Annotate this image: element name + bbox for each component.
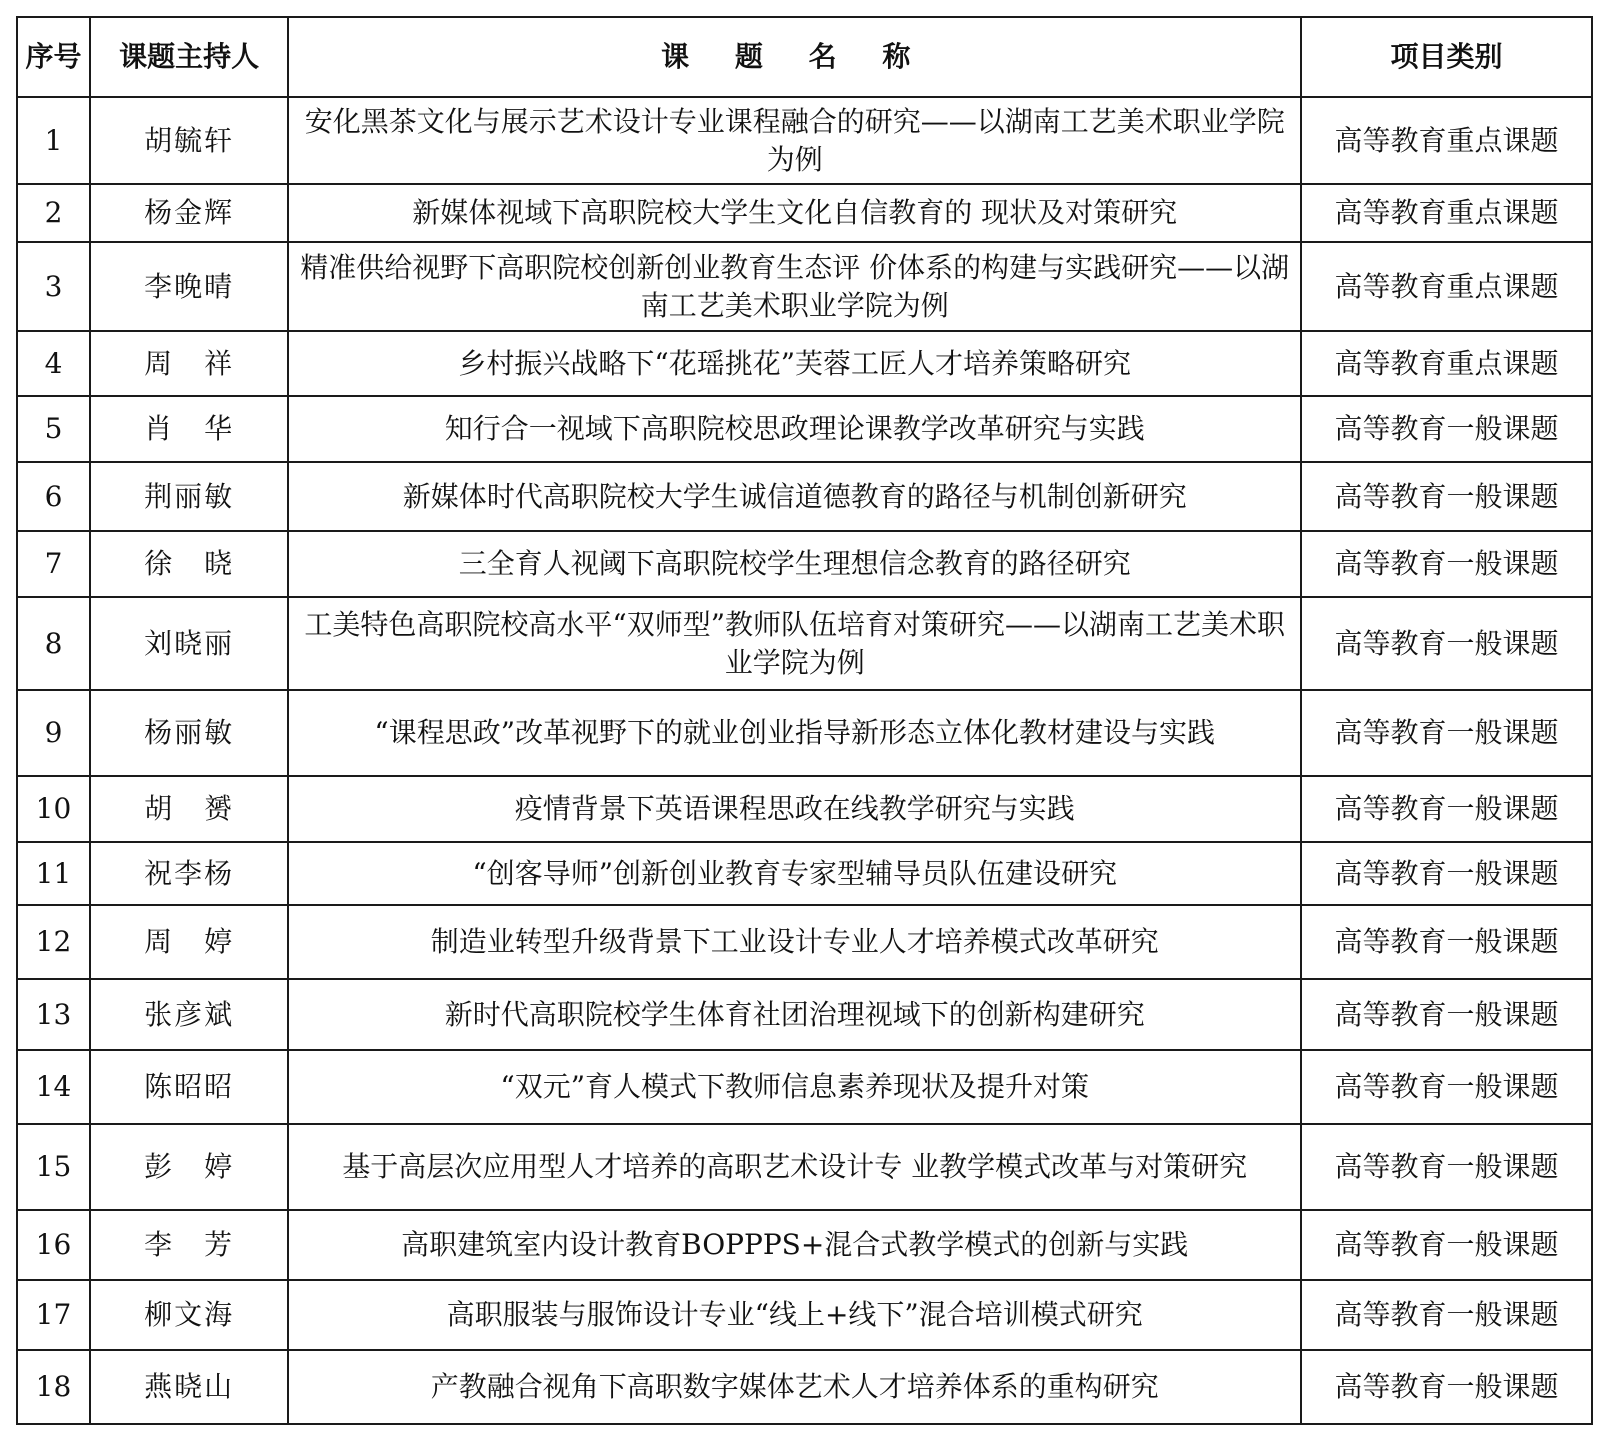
row-category: 高等教育一般课题: [1301, 1350, 1592, 1424]
table-header-row: [17, 17, 1592, 97]
row-title: 新媒体时代高职院校大学生诚信道德教育的路径与机制创新研究: [288, 462, 1301, 531]
row-host: 陈昭昭: [90, 1050, 288, 1124]
table-row: [17, 1350, 1592, 1424]
row-no: 8: [17, 597, 90, 690]
row-no: 12: [17, 905, 90, 979]
table-row: [17, 776, 1592, 842]
row-host: 荆丽敏: [90, 462, 288, 531]
row-host: 彭 婷: [90, 1124, 288, 1210]
row-category: 高等教育一般课题: [1301, 979, 1592, 1050]
table-row: [17, 396, 1592, 462]
table-row: [17, 690, 1592, 776]
table-row: [17, 1050, 1592, 1124]
row-category: 高等教育一般课题: [1301, 1210, 1592, 1280]
row-no: 9: [17, 690, 90, 776]
table-row: [17, 184, 1592, 242]
row-title: 安化黑茶文化与展示艺术设计专业课程融合的研究——以湖南工艺美术职业学院为例: [288, 97, 1301, 184]
row-no: 17: [17, 1280, 90, 1350]
row-title: 产教融合视角下高职数字媒体艺术人才培养体系的重构研究: [288, 1350, 1301, 1424]
row-category: 高等教育一般课题: [1301, 690, 1592, 776]
row-host: 杨丽敏: [90, 690, 288, 776]
row-title: 制造业转型升级背景下工业设计专业人才培养模式改革研究: [288, 905, 1301, 979]
table-row: [17, 531, 1592, 597]
row-no: 16: [17, 1210, 90, 1280]
row-category: 高等教育一般课题: [1301, 597, 1592, 690]
table-row: [17, 462, 1592, 531]
row-category: 高等教育一般课题: [1301, 462, 1592, 531]
row-host: 李 芳: [90, 1210, 288, 1280]
row-title: 疫情背景下英语课程思政在线教学研究与实践: [288, 776, 1301, 842]
table-row: [17, 842, 1592, 905]
row-title: 新媒体视域下高职院校大学生文化自信教育的 现状及对策研究: [288, 184, 1301, 242]
row-category: 高等教育一般课题: [1301, 531, 1592, 597]
row-title: 三全育人视阈下高职院校学生理想信念教育的路径研究: [288, 531, 1301, 597]
row-category: 高等教育一般课题: [1301, 905, 1592, 979]
table-row: [17, 97, 1592, 184]
row-category: 高等教育一般课题: [1301, 1124, 1592, 1210]
row-host: 杨金辉: [90, 184, 288, 242]
row-title: “创客导师”创新创业教育专家型辅导员队伍建设研究: [288, 842, 1301, 905]
row-no: 6: [17, 462, 90, 531]
row-host: 燕晓山: [90, 1350, 288, 1424]
row-category: 高等教育重点课题: [1301, 242, 1592, 331]
row-category: 高等教育一般课题: [1301, 776, 1592, 842]
row-category: 高等教育重点课题: [1301, 331, 1592, 396]
row-host: 肖 华: [90, 396, 288, 462]
table-row: [17, 1124, 1592, 1210]
row-no: 14: [17, 1050, 90, 1124]
row-host: 周 婷: [90, 905, 288, 979]
row-category: 高等教育一般课题: [1301, 1050, 1592, 1124]
row-title: 知行合一视域下高职院校思政理论课教学改革研究与实践: [288, 396, 1301, 462]
row-no: 3: [17, 242, 90, 331]
row-no: 7: [17, 531, 90, 597]
table-row: [17, 1210, 1592, 1280]
table-row: [17, 242, 1592, 331]
row-host: 周 祥: [90, 331, 288, 396]
row-no: 4: [17, 331, 90, 396]
row-title: 高职服装与服饰设计专业“线上+线下”混合培训模式研究: [288, 1280, 1301, 1350]
row-host: 李晚晴: [90, 242, 288, 331]
row-host: 张彦斌: [90, 979, 288, 1050]
document-sheet: [16, 16, 1593, 1425]
table-row: [17, 1280, 1592, 1350]
row-title: 工美特色高职院校高水平“双师型”教师队伍培育对策研究——以湖南工艺美术职业学院为例: [288, 597, 1301, 690]
row-no: 13: [17, 979, 90, 1050]
row-no: 18: [17, 1350, 90, 1424]
row-no: 5: [17, 396, 90, 462]
row-host: 祝李杨: [90, 842, 288, 905]
table-row: [17, 905, 1592, 979]
row-title: “双元”育人模式下教师信息素养现状及提升对策: [288, 1050, 1301, 1124]
row-no: 11: [17, 842, 90, 905]
row-title: 乡村振兴战略下“花瑶挑花”芙蓉工匠人才培养策略研究: [288, 331, 1301, 396]
row-host: 刘晓丽: [90, 597, 288, 690]
row-no: 1: [17, 97, 90, 184]
row-title: 高职建筑室内设计教育BOPPPS+混合式教学模式的创新与实践: [288, 1210, 1301, 1280]
row-title: 新时代高职院校学生体育社团治理视域下的创新构建研究: [288, 979, 1301, 1050]
table-row: [17, 331, 1592, 396]
row-category: 高等教育一般课题: [1301, 1280, 1592, 1350]
row-title: 精准供给视野下高职院校创新创业教育生态评 价体系的构建与实践研究——以湖南工艺美术职业学院为例: [288, 242, 1301, 331]
row-title: 基于高层次应用型人才培养的高职艺术设计专 业教学模式改革与对策研究: [288, 1124, 1301, 1210]
header-no: 序号: [17, 17, 90, 97]
table-row: [17, 597, 1592, 690]
row-host: 胡 赟: [90, 776, 288, 842]
row-no: 2: [17, 184, 90, 242]
row-host: 柳文海: [90, 1280, 288, 1350]
header-host: 课题主持人: [90, 17, 288, 97]
row-title: “课程思政”改革视野下的就业创业指导新形态立体化教材建设与实践: [288, 690, 1301, 776]
project-table: [16, 16, 1593, 1425]
header-category: 项目类别: [1301, 17, 1592, 97]
row-category: 高等教育一般课题: [1301, 842, 1592, 905]
row-host: 徐 晓: [90, 531, 288, 597]
row-no: 15: [17, 1124, 90, 1210]
row-category: 高等教育重点课题: [1301, 184, 1592, 242]
table-row: [17, 979, 1592, 1050]
row-no: 10: [17, 776, 90, 842]
row-category: 高等教育一般课题: [1301, 396, 1592, 462]
header-title: 课 题 名 称: [288, 17, 1301, 97]
row-host: 胡毓轩: [90, 97, 288, 184]
row-category: 高等教育重点课题: [1301, 97, 1592, 184]
